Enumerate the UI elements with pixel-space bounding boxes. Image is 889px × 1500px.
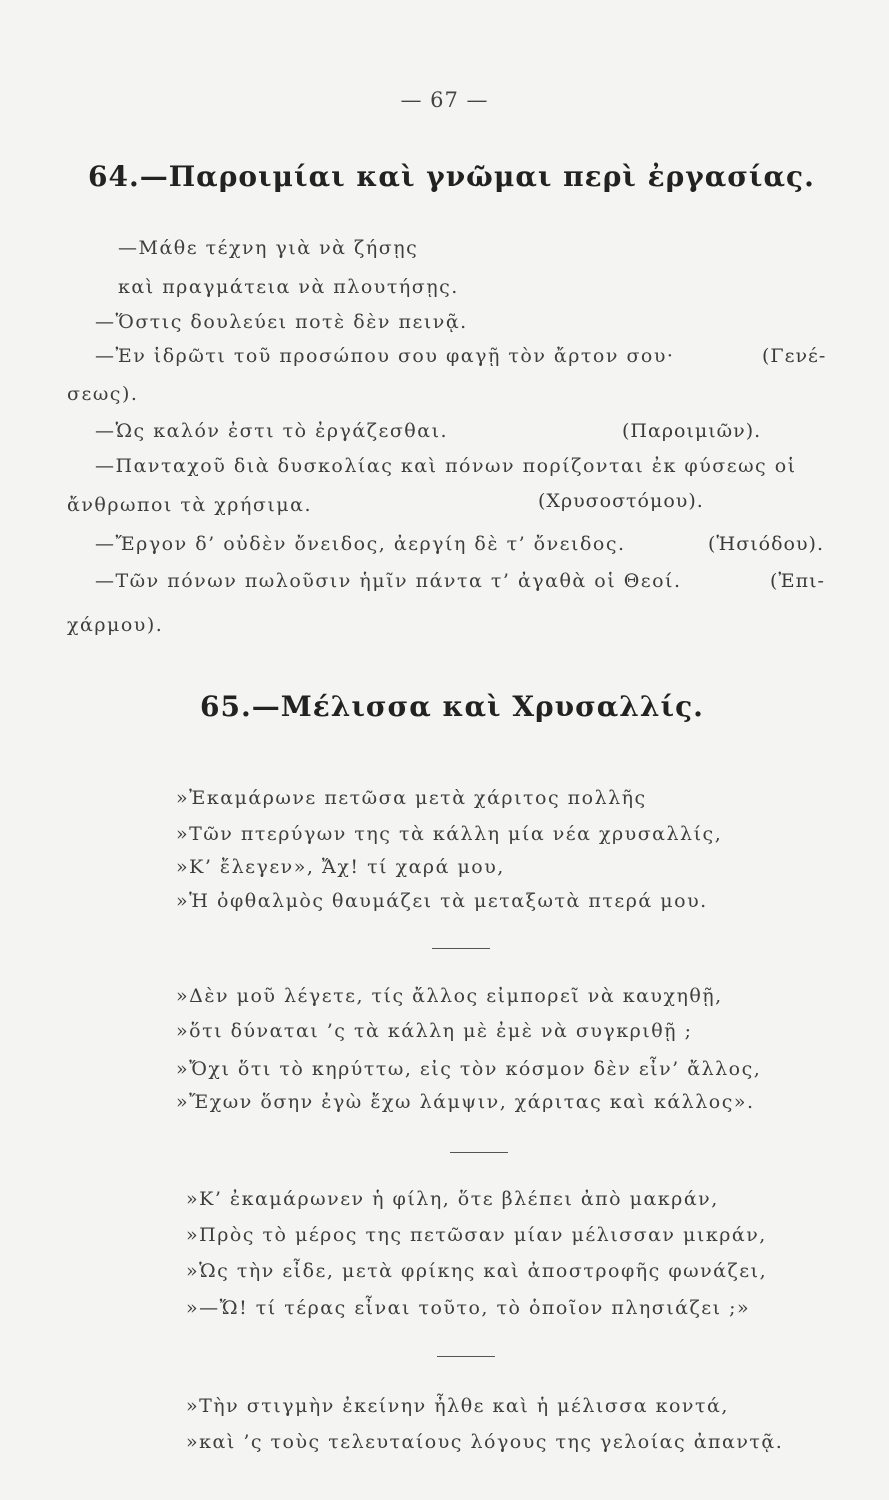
section-title-proverbs: 64.—Παροιμίαι καὶ γνῶμαι περὶ ἐργασίας. [88, 160, 815, 193]
stanza-divider [450, 1152, 508, 1153]
proverb-source: (Γενέ- [762, 345, 827, 367]
proverb-source: (Ἐπι- [770, 570, 825, 592]
proverb-source: (Χρυσοστόμου). [538, 490, 704, 512]
proverb-line: ἄνθρωποι τὰ χρήσιμα. [67, 494, 312, 516]
poem-line: »Ὡς τὴν εἶδε, μετὰ φρίκης καὶ ἀποστροφῆς φωνάζει, [186, 1260, 768, 1282]
poem-line: »καὶ ’ς τοὺς τελευταίους λόγους της γελοίας ἀπαντᾷ. [186, 1431, 784, 1453]
proverb-line: —Ὅστις δουλεύει ποτὲ δὲν πεινᾷ. [95, 311, 468, 333]
section-title-poem: 65.—Μέλισσα καὶ Χρυσαλλίς. [200, 690, 704, 723]
proverb-line: —Τῶν πόνων πωλοῦσιν ἡμῖν πάντα τ’ ἀγαθὰ οἱ Θεοί. [95, 570, 682, 592]
poem-line: »Πρὸς τὸ μέρος της πετῶσαν μίαν μέλισσαν μικράν, [186, 1224, 767, 1246]
proverb-line: —Ὡς καλόν ἐστι τὸ ἐργάζεσθαι. [95, 420, 449, 442]
proverb-line: καὶ πραγμάτεια νὰ πλουτήσῃς. [118, 276, 459, 298]
poem-line: »Ἔχων ὅσην ἐγὼ ἔχω λάμψιν, χάριτας καὶ κάλλος». [176, 1091, 755, 1113]
proverb-source: (Παροιμιῶν). [622, 420, 762, 442]
poem-line: »Τῶν πτερύγων της τὰ κάλλη μία νέα χρυσαλλίς, [176, 823, 723, 845]
poem-line: »—Ὤ! τί τέρας εἶναι τοῦτο, τὸ ὁποῖον πλησιάζει ;» [186, 1297, 751, 1319]
poem-line: »ὅτι δύναται ’ς τὰ κάλλη μὲ ἐμὲ νὰ συγκριθῇ ; [176, 1020, 693, 1042]
proverb-line: σεως). [67, 383, 139, 405]
proverb-line: —Ἔργον δ’ οὐδὲν ὄνειδος, ἀεργίη δὲ τ’ ὄνειδος. [95, 533, 626, 555]
page-number: — 67 — [400, 88, 489, 112]
stanza-divider [437, 1356, 495, 1357]
poem-line: »Τὴν στιγμὴν ἐκείνην ἦλθε καὶ ἡ μέλισσα κοντά, [186, 1395, 729, 1417]
proverb-line: χάρμου). [67, 614, 164, 636]
poem-line: »Ἐκαμάρωνε πετῶσα μετὰ χάριτος πολλῆς [176, 787, 647, 809]
stanza-divider [432, 948, 490, 949]
poem-line: »Δὲν μοῦ λέγετε, τίς ἄλλος εἰμπορεῖ νὰ καυχηθῇ, [176, 985, 723, 1007]
proverb-line: —Πανταχοῦ διὰ δυσκολίας καὶ πόνων πορίζονται ἐκ φύσεως οἱ [95, 455, 797, 477]
poem-line: »Κ’ ἐκαμάρωνεν ἡ φίλη, ὅτε βλέπει ἀπὸ μακράν, [186, 1188, 719, 1210]
proverb-line: —Μάθε τέχνη γιὰ νὰ ζήσῃς [118, 237, 419, 259]
poem-line: »Κ’ ἔλεγεν», Ἄχ! τί χαρά μου, [176, 856, 505, 878]
poem-line: »Ὄχι ὅτι τὸ κηρύττω, εἰς τὸν κόσμον δὲν εἶν’ ἄλλος, [176, 1058, 762, 1080]
proverb-source: (Ἡσιόδου). [708, 533, 825, 555]
poem-line: »Ἡ ὀφθαλμὸς θαυμάζει τὰ μεταξωτὰ πτερά μου. [176, 890, 708, 912]
proverb-line: —Ἐν ἱδρῶτι τοῦ προσώπου σου φαγῇ τὸν ἄρτον σου· [95, 345, 675, 367]
